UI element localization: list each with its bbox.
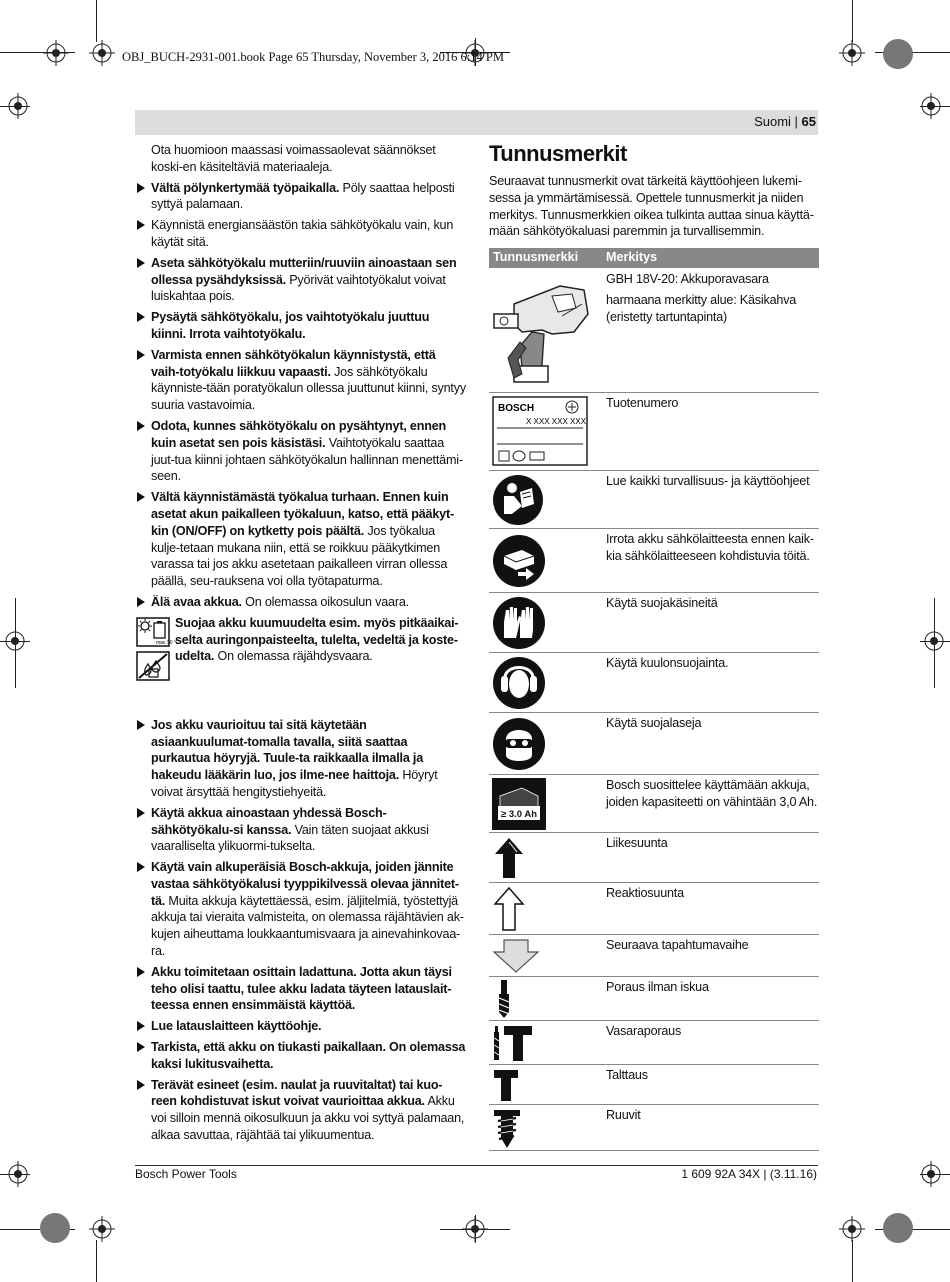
bullet-item — [136, 717, 466, 801]
section-title: Tunnusmerkit — [489, 141, 627, 166]
svg-text:max. 50 °C: max. 50 °C — [156, 639, 179, 646]
bullet-item — [136, 418, 466, 485]
row-meaning: Käytä suojakäsineitä — [606, 596, 718, 610]
row-meaning: Talttaus — [606, 1068, 648, 1082]
page-number: 65 — [801, 114, 816, 129]
table-row — [489, 934, 819, 977]
footer-doc-number: 1 609 92A 34X | (3.11.16) — [681, 1167, 817, 1181]
row-line: harmaana merkitty alue: Käsikahva (eristetty tartuntapinta) — [606, 292, 797, 324]
bullet-text: On olemassa oikosulun vaara. — [241, 594, 409, 609]
bullet-triangle-icon — [137, 1042, 145, 1052]
header-band — [135, 110, 818, 135]
bullet-text: Vaihtotyökalu saattaa juut-tua kiinni johtaen sähkötyökalun hallinnan menettämi-seen. — [151, 435, 463, 484]
footer-publisher: Bosch Power Tools — [135, 1167, 237, 1181]
bullet-item — [136, 347, 466, 414]
book-info-line: OBJ_BUCH-2931-001.book Page 65 Thursday, November 3, 2016 6:14 PM — [122, 50, 504, 64]
table-row — [489, 592, 819, 653]
screw-icon — [492, 1108, 522, 1148]
bullet-triangle-icon — [137, 258, 145, 268]
table-row — [489, 528, 819, 593]
bullet-triangle-icon — [137, 492, 145, 502]
bullet-text: Pöly saattaa helposti syttyä palamaan. — [151, 180, 455, 212]
bullet-bold: Käytä akkua ainoastaan yhdessä Bosch-sähkötyökalu-si kanssa. — [151, 805, 387, 837]
reaction-arrow-icon — [492, 886, 526, 932]
bullet-bold: Jos akku vaurioituu tai sitä käytetään asiaankuulumat-tomalla tavalla, siitä saattaa purkautua höyryjä. Tuule-ta raikkaalla ilmalla ja hakeudu lääkärin luo, jos ilme-nee haittoja. — [151, 717, 424, 783]
direction-arrow-icon — [492, 836, 526, 880]
bullet-triangle-icon — [137, 967, 145, 977]
bullet-item — [136, 255, 466, 305]
bullet-bold: Tarkista, että akku on tiukasti paikallaan. On olemassa kaksi lukitusvaihetta. — [151, 1040, 466, 1071]
table-row — [489, 882, 819, 935]
registration-mark-icon — [89, 40, 115, 66]
bullet-bold: Vältä käynnistämästä työkalua turhaan. Ennen kuin asetat akun paikalleen työkaluun, katso, että pääkyt-kin (ON/OFF) on kytketty pois päältä. — [151, 490, 454, 538]
registration-mark-icon — [462, 1216, 488, 1242]
grey-target-icon — [883, 1213, 913, 1243]
left-column — [136, 142, 466, 1148]
bullet-bold: Pysäytä sähkötyökalu, jos vaihtotyökalu juuttuu kiinni. Irrota vaihtotyökalu. — [151, 310, 430, 341]
row-meaning: Bosch suosittelee käyttämään akkuja, joiden kapasiteetti on vähintään 3,0 Ah. — [606, 778, 818, 809]
row-meaning: Vasaraporaus — [606, 1024, 682, 1038]
battery-capacity-icon — [492, 778, 546, 830]
running-header: Suomi | 65 — [754, 114, 816, 129]
registration-mark-icon — [89, 1216, 115, 1242]
bullet-item — [136, 1018, 466, 1035]
drill-bit-icon — [492, 980, 522, 1018]
table-row — [489, 712, 819, 775]
bullet-text: Muita akkuja käytettäessä, esim. jäljitelmiä, työstettyjä akkuja tai vieraita valmisteita, on olemassa räjähtävien ak-kujen aiheuttama loukkaantumisvaara ja ainevahinkovaa-ra. — [151, 893, 464, 959]
table-row — [489, 1020, 819, 1065]
ear-protection-icon — [492, 656, 546, 710]
bullet-triangle-icon — [137, 1021, 145, 1031]
table-row — [489, 392, 819, 471]
bullet-bold: Varmista ennen sähkötyökalun käynnistystä, että vaih-totyökalu liikkuu vapaasti. — [151, 347, 436, 379]
bullet-triangle-icon — [137, 862, 145, 872]
registration-mark-icon — [921, 628, 947, 654]
bullet-item — [136, 964, 466, 1014]
registration-mark-icon — [5, 1161, 31, 1187]
heat-warning-text: On olemassa räjähdysvaara. — [214, 649, 373, 664]
registration-mark-icon — [839, 1216, 865, 1242]
hammer-drill-mode-icon — [492, 1024, 534, 1062]
bullet-triangle-icon — [137, 350, 145, 360]
bullet-triangle-icon — [137, 1080, 145, 1090]
col-meaning-header: Merkitys — [606, 250, 658, 264]
bullet-item — [136, 594, 466, 611]
section-intro: Seuraavat tunnusmerkit ovat tärkeitä käyttöohjeen lukemi-sessa ja ymmärtämisessä. Opettele tunnusmerkit ja niiden merkitys. Tunnusmerkkien oikea tulkinta auttaa sinua käyttä-mään sähkötyökaluasi paremmin ja turvallisemmin. — [489, 174, 814, 239]
type-plate-icon — [492, 396, 588, 466]
row-line: GBH 18V-20: Akkuporavasara — [606, 272, 769, 286]
registration-mark-icon — [839, 40, 865, 66]
svg-text:X XXX XXX XXX: X XXX XXX XXX — [526, 417, 587, 426]
bullet-triangle-icon — [137, 183, 145, 193]
heat-warning-bold: Suojaa akku kuumuudelta esim. myös pitkäaikai-selta auringonpaisteelta, tulelta, vedeltä ja koste-udelta. — [175, 615, 459, 664]
bullet-text: Höyryt voivat ärsyttää hengitystiehyeitä. — [151, 768, 438, 799]
next-step-arrow-icon — [492, 938, 540, 974]
read-manual-icon — [492, 474, 544, 526]
row-meaning: Tuotenumero — [606, 396, 679, 410]
bullet-item — [136, 859, 466, 960]
registration-mark-icon — [918, 93, 944, 119]
left-intro: Ota huomioon maassasi voimassaolevat säännökset koski-en käsiteltäviä materiaaleja. — [151, 143, 436, 174]
bullet-text: Akku voi silloin mennä oikosulkuun ja akku voi syttyä palamaan, alkaa savuttaa, räjähtää tai ylikuumentua. — [151, 1094, 465, 1143]
heat-warning — [136, 615, 466, 677]
bullet-bold: Odota, kunnes sähkötyökalu on pysähtynyt, ennen kuin asetat sen pois käsistäsi. — [151, 418, 447, 450]
bullet-triangle-icon — [137, 220, 145, 230]
sun-heat-icon — [136, 617, 179, 647]
registration-mark-icon — [2, 628, 28, 654]
bullet-bold: Lue latauslaitteen käyttöohje. — [151, 1019, 322, 1034]
bullet-triangle-icon — [137, 720, 145, 730]
row-meaning: Irrota akku sähkölaitteesta ennen kaik-kia sähkölaitteeseen kohdistuvia töitä. — [606, 532, 814, 563]
row-meaning: Liikesuunta — [606, 836, 668, 850]
bullet-item — [136, 805, 466, 855]
row-meaning: Lue kaikki turvallisuus- ja käyttöohjeet — [606, 474, 810, 488]
svg-text:BOSCH: BOSCH — [498, 403, 535, 414]
symbols-table-header — [489, 248, 819, 268]
bullet-item — [136, 180, 466, 214]
table-row — [489, 268, 819, 393]
bullet-triangle-icon — [137, 597, 145, 607]
bullet-triangle-icon — [137, 808, 145, 818]
bullet-item — [136, 489, 466, 590]
row-meaning: Ruuvit — [606, 1108, 641, 1122]
bullet-bold: Akku toimitetaan osittain ladattuna. Jotta akun täysi teho olisi taattu, tulee akku ladata täyteen latauslait-teessa ennen ensimmäistä käyttöä. — [151, 964, 452, 1013]
bullet-bold: Älä avaa akkua. — [151, 594, 242, 609]
grey-target-icon — [40, 1213, 70, 1243]
registration-mark-icon — [5, 93, 31, 119]
bullet-bold: Terävät esineet (esim. naulat ja ruuvitaltat) tai kuo-reen kohdistuvat iskut voivat vaurioittaa akkua. — [151, 1077, 443, 1109]
bullet-item — [136, 1039, 466, 1073]
grey-target-icon — [883, 39, 913, 69]
bullet-item — [136, 309, 466, 343]
table-row — [489, 1064, 819, 1105]
gloves-icon — [492, 596, 546, 650]
header-language: Suomi — [754, 114, 791, 129]
table-row — [489, 652, 819, 713]
svg-text:≥ 3.0 Ah: ≥ 3.0 Ah — [500, 809, 538, 820]
bullet-bold: Käytä vain alkuperäisiä Bosch-akkuja, joiden jännite vastaa sähkötyökalusi tyyppikilvessä olevaa jännitet-tä. — [151, 860, 459, 908]
registration-mark-icon — [43, 40, 69, 66]
remove-battery-icon — [492, 534, 546, 588]
bullet-triangle-icon — [137, 312, 145, 322]
row-meaning: Reaktiosuunta — [606, 886, 684, 900]
registration-mark-icon — [918, 1161, 944, 1187]
table-row — [489, 1104, 819, 1151]
row-meaning — [606, 271, 818, 325]
row-meaning: Käytä kuulonsuojainta. — [606, 656, 729, 670]
row-meaning: Poraus ilman iskua — [606, 980, 709, 994]
row-meaning: Käytä suojalaseja — [606, 716, 702, 730]
bullet-text: Jos työkalua kulje-tetaan mukana niin, että se roikkuu pääkytkimen varassa tai jos akku asetetaan paikalleen virran ollessa päällä, seu-rauksena voi olla työtapaturma. — [151, 523, 448, 589]
bullet-item — [136, 217, 466, 251]
table-row — [489, 976, 819, 1021]
bullet-text: Vain täten suojaat akkusi vaaralliselta ylikuormi-tukselta. — [151, 822, 429, 854]
bullet-bold: Aseta sähkötyökalu mutteriin/ruuviin ainoastaan sen ollessa pysähdyksissä. — [151, 255, 457, 287]
bullet-triangle-icon — [137, 421, 145, 431]
table-row — [489, 832, 819, 883]
bullet-text: Käynnistä energiansäästön takia sähkötyökalu vain, kun käytät sitä. — [151, 218, 454, 249]
table-row — [489, 774, 819, 833]
bullet-bold: Vältä pölynkertymää työpaikalla. — [151, 180, 340, 195]
no-fire-water-icon — [136, 651, 170, 681]
hammer-drill-icon — [492, 274, 592, 386]
bullet-text: Pyörivät vaihtotyökalut voivat luiskahtaa pois. — [151, 272, 446, 304]
row-meaning: Seuraava tapahtumavaihe — [606, 938, 749, 952]
footer-rule — [135, 1165, 818, 1166]
bullet-text: Jos sähkötyökalu käynniste-tään poratyökalun ollessa juuttunut kiinni, syntyy suuria vastavoimia. — [151, 364, 466, 413]
bullet-item — [136, 1077, 466, 1144]
col-symbol-header: Tunnusmerkki — [493, 250, 579, 264]
table-row — [489, 470, 819, 529]
safety-glasses-icon — [492, 717, 546, 771]
chisel-icon — [492, 1068, 522, 1102]
